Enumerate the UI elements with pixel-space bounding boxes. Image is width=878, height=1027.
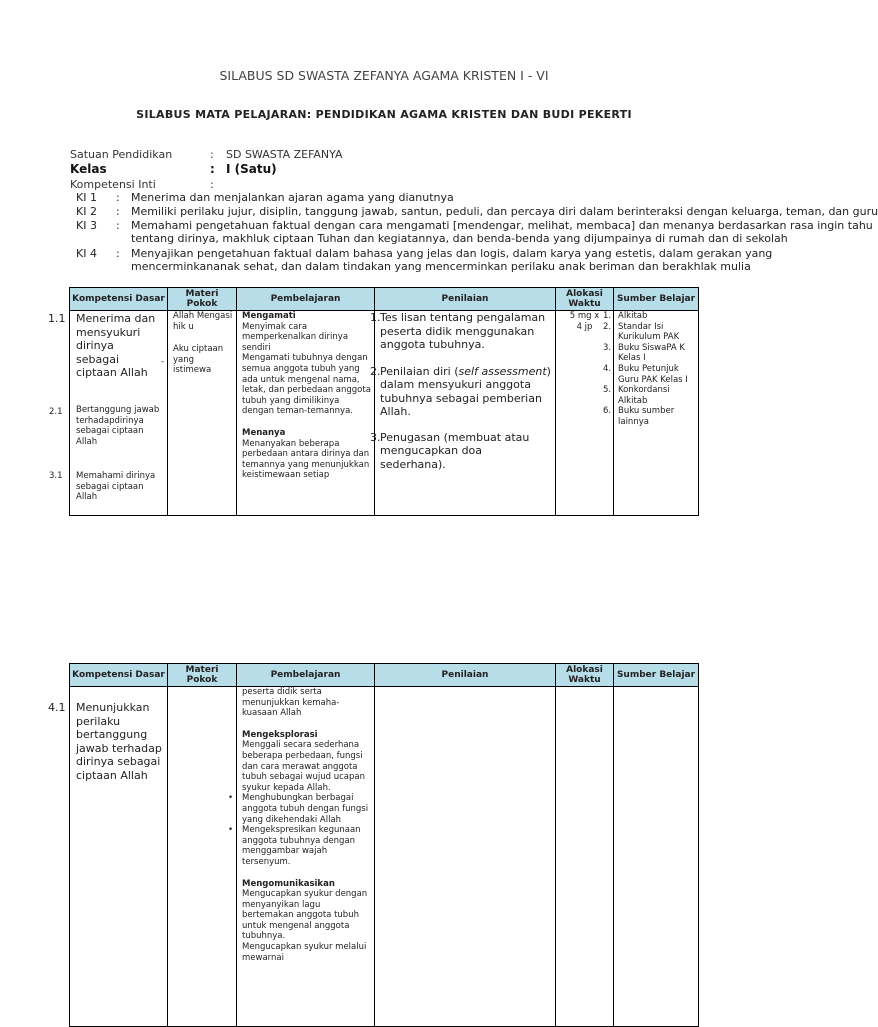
ki-text-cont: tentang dirinya, makhluk ciptaan Tuhan dan kegiatannya, dan benda-benda yang dijumpainya di rumah dan di sekolah [131, 232, 788, 245]
cell-materi [168, 687, 237, 1027]
penilaian-number: 3. [370, 430, 381, 444]
ki-text: Menerima dan menjalankan ajaran agama yang dianutnya [131, 191, 454, 204]
subject-title: SILABUS MATA PELAJARAN: PENDIDIKAN AGAMA KRISTEN DAN BUDI PEKERTI [136, 108, 632, 121]
alokasi-value: 4 jp [576, 321, 593, 332]
ki-code: KI 2 [76, 205, 97, 218]
kd-item [48, 701, 167, 782]
kelas-label: Kelas [70, 162, 107, 176]
header-alokasi: Alokasi Waktu [556, 288, 614, 311]
table-row [70, 311, 699, 516]
syllabus-table-1 [48, 287, 699, 516]
ki-code: KI 1 [76, 191, 97, 204]
pemb-text: Mengamati tubuhnya dengan semua anggota tubuh yang ada untuk mengenal nama, letak, dan perbedaan anggota tubuh yang dimilikinya dengan teman-temannya. [242, 353, 371, 417]
kd-number: 4.1 [48, 701, 66, 714]
colon: : [116, 191, 120, 204]
pemb-text: Menanyakan beberapa perbedaan antara dirinya dan temannya yang menunjukkan keistimewaan setiap [242, 438, 370, 481]
sumber-number: 3. [603, 342, 612, 353]
pemb-text: Menghubungkan berbagai anggota tubuh dengan fungsi yang dikehendaki Allah [242, 793, 369, 825]
pemb-bullet-item [228, 793, 371, 825]
sumber-number: 4. [603, 363, 612, 374]
kd-item [49, 471, 167, 503]
materi-marker: - [161, 357, 165, 367]
materi-item: Aku ciptaan yang istimewa [173, 344, 224, 376]
penilaian-text-em: self assessment [458, 364, 547, 378]
cell-penilaian [370, 311, 556, 516]
ki-label-row [70, 178, 226, 191]
syllabus-table-2 [48, 663, 699, 1027]
pemb-text: Menggali secara sederhana beberapa perbedaan, fungsi dan cara merawat anggota tubuh sebagai wujud ucapan syukur kepada Allah. [242, 740, 365, 793]
kd-text: Memahami dirinya sebagai ciptaan Allah [76, 471, 156, 503]
penilaian-number: 2. [370, 364, 381, 378]
sumber-text: Standar Isi Kurikulum PAK [618, 321, 680, 343]
pemb-text: peserta didik serta menunjukkan kemaha-kuasaan Allah [242, 687, 340, 719]
sumber-item [603, 311, 696, 322]
header-sumber: Sumber Belajar [614, 288, 699, 311]
penilaian-item [370, 430, 551, 472]
kd-text: Bertanggung jawab terhadapdirinya sebagai ciptaan Allah [76, 405, 160, 447]
ki-text-cont: mencerminkananak sehat, dan dalam tindakan yang mencerminkan perilaku anak beriman dan berakhlak mulia [131, 260, 751, 273]
sumber-number: 1. [603, 311, 612, 321]
ki-code: KI 4 [76, 247, 97, 260]
header-kd: Kompetensi Dasar [70, 288, 168, 311]
kelas-value: I (Satu) [226, 162, 277, 176]
penilaian-item [370, 311, 551, 352]
bullet-icon: • [228, 793, 234, 804]
ki-text: Memahami pengetahuan faktual dengan cara mengamati [mendengar, melihat, membaca] dan menanya berdasarkan rasa ingin tahu [131, 219, 873, 232]
sumber-text: Buku Petunjuk Guru PAK Kelas I [618, 363, 688, 385]
colon: : [210, 178, 214, 191]
pemb-heading: Mengomunikasikan [242, 878, 335, 889]
kd-number: 1.1 [48, 312, 66, 325]
pemb-text: Mengekspresikan kegunaan anggota tubuhnya dengan menggambar wajah tersenyum. [242, 825, 361, 867]
sumber-number: 6. [603, 406, 612, 417]
satuan-row [70, 148, 343, 161]
ki-3 [76, 219, 873, 245]
colon: : [210, 162, 215, 176]
sumber-text: Konkordansi Alkitab [618, 385, 670, 406]
kd-number: 3.1 [49, 471, 63, 481]
pemb-bullet-item [228, 825, 371, 867]
alokasi-value: 5 mg x [569, 311, 600, 321]
penilaian-item [370, 364, 551, 419]
pemb-heading: Mengeksplorasi [242, 729, 318, 740]
colon: : [210, 148, 214, 161]
sumber-text: Alkitab [618, 311, 648, 321]
pemb-text: Mengucapkan syukur melalui mewarnai [242, 942, 367, 963]
pemb-heading: Mengamati [242, 311, 296, 321]
header-pembelajaran: Pembelajaran [237, 664, 375, 687]
cell-pembelajaran [228, 687, 375, 1027]
satuan-value: SD SWASTA ZEFANYA [226, 148, 343, 161]
ki-label: Kompetensi Inti [70, 178, 156, 191]
penilaian-number: 1. [370, 311, 381, 324]
sumber-number: 2. [603, 321, 612, 332]
cell-kd [48, 311, 168, 516]
header-penilaian: Penilaian [375, 664, 556, 687]
sumber-item [603, 385, 696, 406]
bullet-icon: • [228, 825, 234, 836]
ki-4 [76, 247, 772, 273]
pemb-text: Mengucapkan syukur dengan menyanyikan lagu bertemakan anggota tubuh untuk mengenal anggota tubuhnya. [242, 889, 368, 942]
cell-kd [48, 687, 168, 1027]
header-alokasi: Alokasi Waktu [556, 664, 614, 687]
pemb-text: Menyimak cara memperkenalkan dirinya sendiri [242, 321, 349, 353]
table-header-row [70, 664, 699, 687]
ki-text: Memiliki perilaku jujur, disiplin, tanggung jawab, santun, peduli, dan percaya diri dalam berinteraksi dengan keluarga, teman, dan guru [131, 205, 878, 218]
penilaian-text: Penugasan (membuat atau mengucapkan doa sederhana). [380, 430, 530, 471]
sumber-item [603, 342, 696, 364]
header-penilaian: Penilaian [375, 288, 556, 311]
table-header-row [70, 288, 699, 311]
sumber-item [603, 321, 696, 343]
kd-text: Menunjukkan perilaku bertanggung jawab terhadap dirinya sebagai ciptaan Allah [76, 701, 162, 782]
pemb-heading: Menanya [242, 427, 286, 438]
header-materi: Materi Pokok [168, 288, 237, 311]
materi-item: Allah Mengasihik u [173, 311, 233, 332]
cell-sumber [603, 311, 699, 516]
colon: : [116, 205, 120, 218]
ki-code: KI 3 [76, 219, 97, 232]
cell-sumber [614, 687, 699, 1027]
sumber-number: 5. [603, 385, 612, 396]
header-kd: Kompetensi Dasar [70, 664, 168, 687]
sumber-text: Buku SiswaPA K Kelas I [618, 342, 685, 364]
sumber-item [603, 406, 696, 427]
kd-item [48, 312, 167, 380]
kd-item [49, 405, 167, 447]
sumber-item [603, 363, 696, 385]
cell-alokasi [556, 687, 614, 1027]
cell-pembelajaran [237, 311, 375, 516]
ki-2 [76, 205, 878, 218]
document-title: SILABUS SD SWASTA ZEFANYA AGAMA KRISTEN I - VI [219, 68, 549, 83]
penilaian-text: Tes lisan tentang pengalaman peserta didik menggunakan anggota tubuhnya. [380, 311, 546, 351]
ki-text: Menyajikan pengetahuan faktual dalam bahasa yang jelas dan logis, dalam karya yang estetis, dalam gerakan yang [131, 247, 773, 260]
penilaian-text: ) dalam mensyukuri anggota tubuhnya sebagai pemberian Allah. [380, 364, 551, 418]
kelas-row [70, 162, 277, 176]
colon: : [116, 247, 120, 260]
sumber-text: Buku sumber lainnya [618, 406, 675, 427]
ki-1 [76, 191, 454, 204]
cell-materi [161, 311, 237, 516]
header-materi: Materi Pokok [168, 664, 237, 687]
header-pembelajaran: Pembelajaran [237, 288, 375, 311]
header-sumber: Sumber Belajar [614, 664, 699, 687]
satuan-label: Satuan Pendidikan [70, 148, 173, 161]
cell-penilaian [375, 687, 556, 1027]
penilaian-text: Penilaian diri ( [380, 364, 459, 378]
kd-text: Menerima dan mensyukuri dirinya sebagai ciptaan Allah [76, 312, 156, 379]
colon: : [116, 219, 120, 232]
table-row [70, 687, 699, 1027]
kd-number: 2.1 [49, 407, 63, 417]
